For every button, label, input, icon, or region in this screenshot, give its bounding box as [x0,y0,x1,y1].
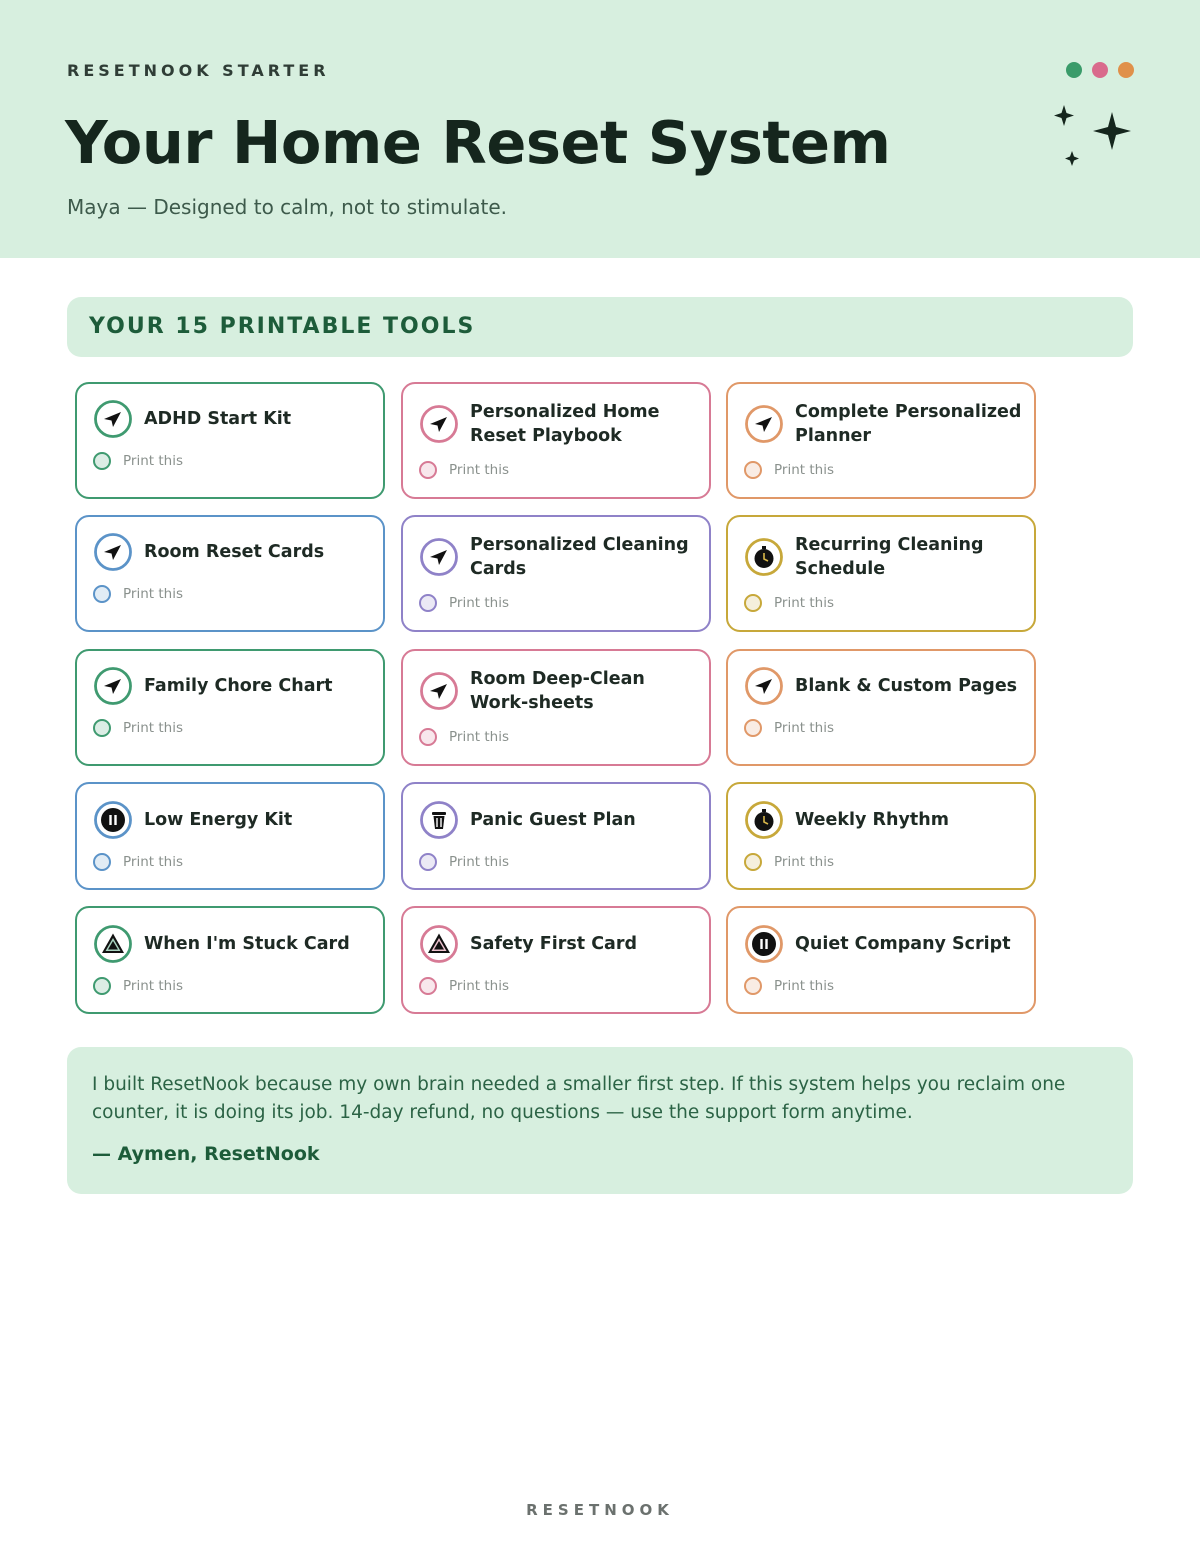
print-circle-icon[interactable] [419,594,437,612]
dot-green [1066,62,1082,78]
print-checkbox[interactable] [744,594,834,612]
print-label: Print this [123,854,183,870]
print-circle-icon[interactable] [744,461,762,479]
print-circle-icon[interactable] [744,594,762,612]
print-label: Print this [123,586,183,602]
print-circle-icon[interactable] [93,853,111,871]
print-circle-icon[interactable] [744,853,762,871]
note-text: I built ResetNook because my own brain needed a smaller first step. If this system helps you reclaim one counter, it is doing its job. 14-day refund, no questions — use the support form anytime. [92,1074,1066,1123]
tool-title: Safety First Card [470,934,638,954]
tool-title: Room Reset Cards [144,542,325,562]
tool-title: Blank & Custom Pages [795,676,1018,696]
print-checkbox[interactable] [744,461,834,479]
page-title: Your Home Reset System [65,108,891,177]
tool-title: Family Chore Chart [144,676,333,696]
print-label: Print this [123,453,183,469]
print-checkbox[interactable] [419,853,509,871]
tool-card[interactable] [75,782,385,890]
header-band [0,0,1200,258]
stopwatch-icon [744,537,784,577]
tools-section-header [67,297,1133,357]
stopwatch-icon [744,800,784,840]
print-label: Print this [123,720,183,736]
trash-icon [419,800,459,840]
tool-card[interactable] [401,906,711,1014]
tool-card[interactable] [401,515,711,632]
print-label: Print this [774,595,834,611]
print-circle-icon[interactable] [744,719,762,737]
pause-icon [93,800,133,840]
tool-title: Weekly Rhythm [795,810,949,830]
tool-card[interactable] [75,515,385,632]
tool-card[interactable] [75,382,385,499]
print-label: Print this [774,720,834,736]
print-checkbox[interactable] [93,585,183,603]
print-circle-icon[interactable] [419,728,437,746]
print-checkbox[interactable] [93,853,183,871]
print-circle-icon[interactable] [419,977,437,995]
check-icon [419,671,459,711]
print-label: Print this [774,462,834,478]
print-label: Print this [123,978,183,994]
tool-card[interactable] [401,382,711,499]
tool-title: Quiet Company Script [795,934,1011,954]
print-label: Print this [449,462,509,478]
tool-title: When I'm Stuck Card [144,934,350,954]
print-circle-icon[interactable] [93,719,111,737]
eyebrow-label: RESETNOOK STARTER [67,61,330,80]
tool-card[interactable] [726,906,1036,1014]
footer-brand: RESETNOOK [526,1501,674,1519]
note-signature: — Aymen, ResetNook [92,1143,320,1165]
print-circle-icon[interactable] [93,452,111,470]
print-circle-icon[interactable] [419,461,437,479]
print-checkbox[interactable] [419,461,509,479]
tool-title: Panic Guest Plan [470,810,636,830]
color-dots [1066,62,1134,78]
tool-card[interactable] [401,782,711,890]
tool-card[interactable] [75,906,385,1014]
tool-card[interactable] [75,649,385,766]
print-circle-icon[interactable] [93,977,111,995]
print-checkbox[interactable] [93,977,183,995]
tool-card[interactable] [726,649,1036,766]
print-circle-icon[interactable] [419,853,437,871]
check-icon [93,399,133,439]
page-subtitle: Maya — Designed to calm, not to stimulate. [67,195,508,219]
print-checkbox[interactable] [93,452,183,470]
sparkles-icon [1050,100,1140,170]
print-checkbox[interactable] [744,853,834,871]
print-checkbox[interactable] [744,977,834,995]
print-checkbox[interactable] [419,594,509,612]
print-label: Print this [449,595,509,611]
tool-title: Personalized Home Reset Playbook [470,402,660,446]
tool-title: Complete Personalized Planner [795,402,1022,446]
check-icon [419,537,459,577]
tool-card[interactable] [726,782,1036,890]
tool-title: Personalized Cleaning Cards [470,535,689,579]
pause-icon [744,924,784,964]
check-icon [744,404,784,444]
tool-title: ADHD Start Kit [144,409,292,429]
print-circle-icon[interactable] [93,585,111,603]
tool-card[interactable] [726,515,1036,632]
tool-card[interactable] [726,382,1036,499]
dot-orange [1118,62,1134,78]
dot-pink [1092,62,1108,78]
print-checkbox[interactable] [419,728,509,746]
check-icon [744,666,784,706]
print-label: Print this [449,729,509,745]
print-circle-icon[interactable] [744,977,762,995]
check-icon [419,404,459,444]
print-label: Print this [774,854,834,870]
check-icon [93,666,133,706]
print-label: Print this [449,854,509,870]
tool-title: Room Deep-Clean Work-sheets [470,669,645,713]
check-icon [93,532,133,572]
tool-title: Recurring Cleaning Schedule [795,535,984,579]
print-label: Print this [774,978,834,994]
warning-icon [93,924,133,964]
print-checkbox[interactable] [93,719,183,737]
warning-icon [419,924,459,964]
print-checkbox[interactable] [744,719,834,737]
founder-note [67,1047,1133,1194]
print-checkbox[interactable] [419,977,509,995]
print-label: Print this [449,978,509,994]
tools-section-title: YOUR 15 PRINTABLE TOOLS [89,314,476,339]
tool-title: Low Energy Kit [144,810,293,830]
tool-card[interactable] [401,649,711,766]
